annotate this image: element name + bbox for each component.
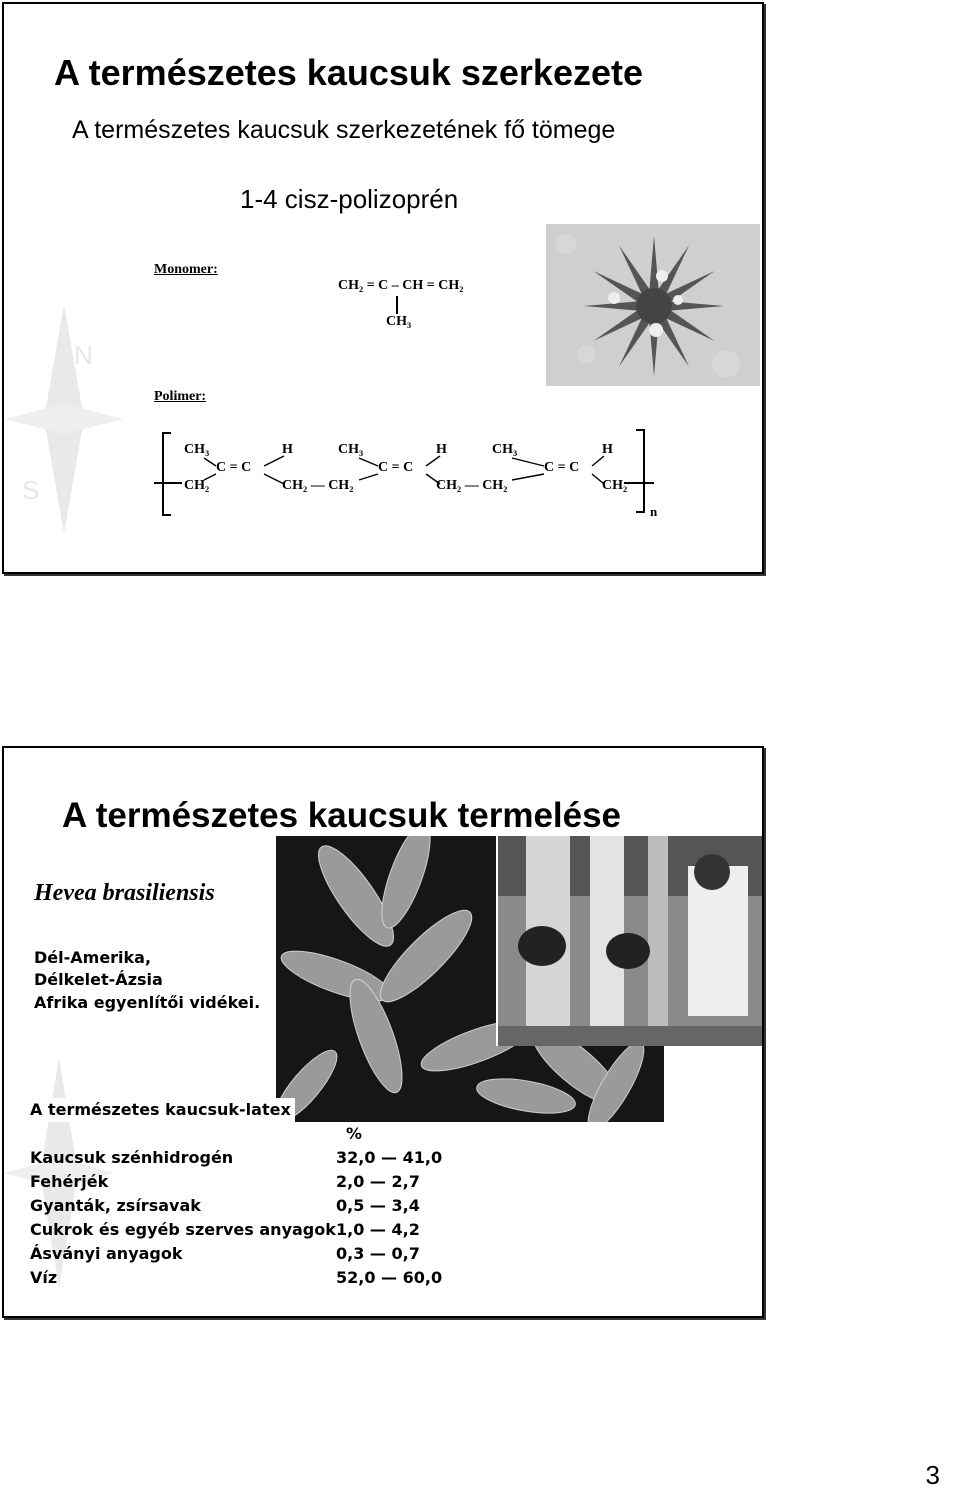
polymer-top-4: H — [436, 442, 447, 457]
polymer-subscript: n — [650, 504, 658, 519]
unit-header: % — [346, 1124, 363, 1143]
polymer-bottom-2: CH₂ — CH₂ — [282, 478, 354, 493]
polymer-top-2: H — [282, 442, 293, 457]
table-row — [30, 1242, 490, 1266]
page-number: 3 — [925, 1460, 940, 1490]
table-row — [30, 1146, 490, 1170]
row-name: Cukrok és egyéb szerves anyagok — [30, 1220, 336, 1239]
polymer-top-3: CH₃ — [338, 442, 364, 457]
species-name: Hevea brasiliensis — [34, 880, 215, 906]
row-value: 0,3 — 0,7 — [336, 1244, 420, 1263]
row-name: Fehérjék — [30, 1172, 109, 1191]
polymer-double-bond-3: C = C — [544, 460, 580, 475]
table-row — [30, 1218, 490, 1242]
row-value: 1,0 — 4,2 — [336, 1220, 420, 1239]
slide-structure — [2, 2, 764, 574]
plant-photo — [546, 224, 760, 386]
row-name: Gyanták, zsírsavak — [30, 1196, 201, 1215]
table-row — [30, 1170, 490, 1194]
slide-subtitle: A természetes kaucsuk szerkezetének fő tömege — [72, 116, 616, 144]
polymer-bottom-4: CH₂ — [602, 478, 628, 493]
row-value: 32,0 — 41,0 — [336, 1148, 443, 1167]
row-name: Kaucsuk szénhidrogén — [30, 1148, 234, 1167]
polymer-top-1: CH₃ — [184, 442, 210, 457]
table-row — [30, 1266, 490, 1290]
polymer-name: 1-4 cisz-polizoprén — [240, 184, 459, 214]
monomer-label: Monomer: — [154, 262, 218, 277]
svg-text:N: N — [74, 340, 93, 370]
region-2: Délkelet-Ázsia — [34, 970, 163, 989]
row-name: Ásványi anyagok — [30, 1244, 183, 1263]
slide-title: A természetes kaucsuk termelése — [62, 796, 622, 835]
region-3: Afrika egyenlítői vidékei. — [34, 993, 261, 1012]
latex-table-title: A természetes kaucsuk-latex — [30, 1098, 295, 1122]
polymer-top-6: H — [602, 442, 613, 457]
svg-text:S: S — [22, 475, 40, 505]
polymer-double-bond-2: C = C — [378, 460, 414, 475]
rubber-tapping-photo — [496, 836, 764, 1046]
polymer-top-5: CH₃ — [492, 442, 518, 457]
polymer-double-bond-1: C = C — [216, 460, 252, 475]
row-value: 52,0 — 60,0 — [336, 1268, 443, 1287]
region-1: Dél-Amerika, — [34, 948, 152, 967]
monomer-formula-branch: CH₃ — [386, 314, 412, 329]
polymer-label: Polimer: — [154, 389, 207, 404]
polymer-bottom-3: CH₂ — CH₂ — [436, 478, 508, 493]
table-row — [30, 1194, 490, 1218]
slide-title: A természetes kaucsuk szerkezete — [54, 52, 644, 93]
slide-production — [2, 746, 764, 1318]
row-value: 2,0 — 2,7 — [336, 1172, 420, 1191]
monomer-formula-main: CH₂ = C – CH = CH₂ — [338, 278, 464, 293]
row-name: Víz — [30, 1268, 58, 1287]
polymer-bottom-1: CH₂ — [184, 478, 210, 493]
row-value: 0,5 — 3,4 — [336, 1196, 420, 1215]
